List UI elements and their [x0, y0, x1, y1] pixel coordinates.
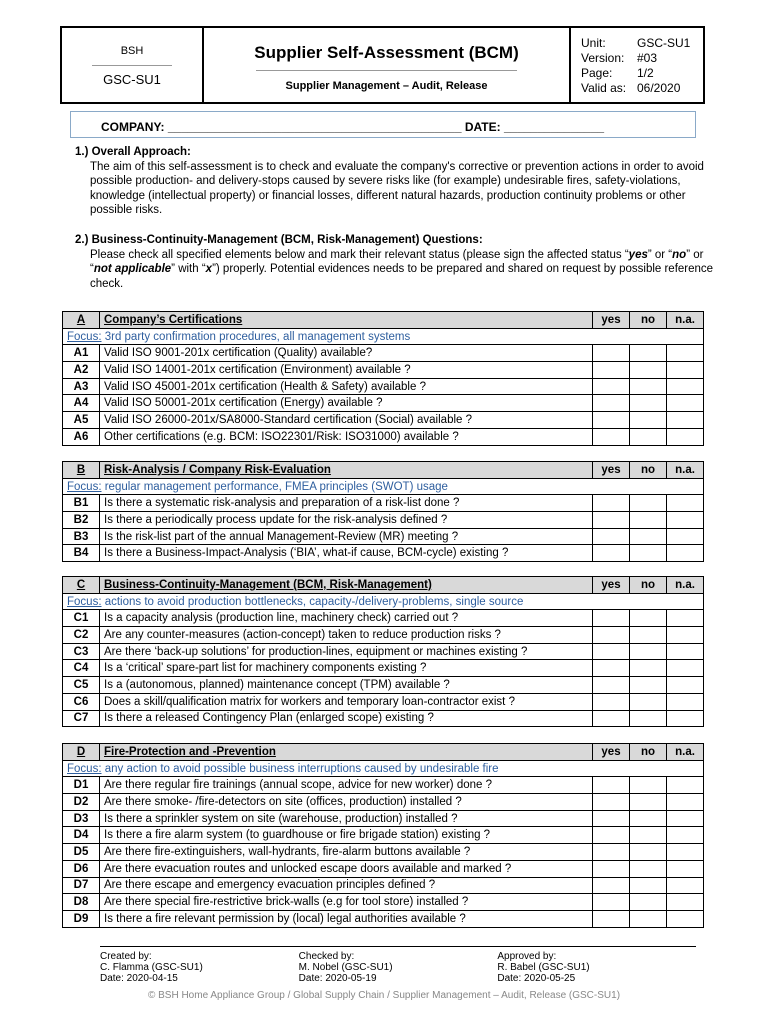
question-id: A6 — [63, 428, 100, 445]
answer-yes-cell[interactable] — [593, 777, 630, 794]
answer-na-cell[interactable] — [667, 378, 704, 395]
answer-na-cell[interactable] — [667, 512, 704, 529]
answer-no-cell[interactable] — [630, 810, 667, 827]
answer-na-cell[interactable] — [667, 910, 704, 927]
answer-na-cell[interactable] — [667, 860, 704, 877]
answer-no-cell[interactable] — [630, 910, 667, 927]
question-text: Is a (autonomous, planned) maintenance concept (TPM) available ? — [100, 677, 593, 694]
question-row — [63, 777, 704, 794]
section-id: C — [63, 577, 100, 594]
answer-na-cell[interactable] — [667, 877, 704, 894]
answer-na-cell[interactable] — [667, 428, 704, 445]
question-id: B2 — [63, 512, 100, 529]
table-header-row — [63, 312, 704, 329]
question-id: C4 — [63, 660, 100, 677]
answer-yes-cell[interactable] — [593, 378, 630, 395]
answer-no-cell[interactable] — [630, 693, 667, 710]
question-row — [63, 495, 704, 512]
question-id: C2 — [63, 627, 100, 644]
answer-yes-cell[interactable] — [593, 827, 630, 844]
footer-approved: Approved by: R. Babel (GSC-SU1) Date: 2020-05-25 — [497, 951, 590, 984]
answer-na-cell[interactable] — [667, 710, 704, 727]
answer-no-cell[interactable] — [630, 660, 667, 677]
answer-no-cell[interactable] — [630, 512, 667, 529]
answer-no-cell[interactable] — [630, 395, 667, 412]
question-row — [63, 428, 704, 445]
question-text: Are there special fire-restrictive brick-walls (e.g for tool store) installed ? — [100, 894, 593, 911]
question-row — [63, 810, 704, 827]
section-title: Fire-Protection and -Prevention — [100, 744, 593, 761]
question-id: D5 — [63, 844, 100, 861]
answer-no-cell[interactable] — [630, 860, 667, 877]
col-na: n.a. — [667, 462, 704, 479]
answer-no-cell[interactable] — [630, 378, 667, 395]
col-yes: yes — [593, 462, 630, 479]
answer-no-cell[interactable] — [630, 545, 667, 562]
question-table-c — [62, 576, 704, 727]
answer-yes-cell[interactable] — [593, 495, 630, 512]
answer-no-cell[interactable] — [630, 877, 667, 894]
col-no: no — [630, 462, 667, 479]
answer-yes-cell[interactable] — [593, 362, 630, 379]
section-title: Company’s Certifications — [100, 312, 593, 329]
question-id: C6 — [63, 693, 100, 710]
answer-no-cell[interactable] — [630, 794, 667, 811]
col-na: n.a. — [667, 577, 704, 594]
answer-no-cell[interactable] — [630, 495, 667, 512]
col-no: no — [630, 744, 667, 761]
question-row — [63, 710, 704, 727]
org-name: BSH — [120, 45, 144, 57]
meta-row: Page: 1/2 — [581, 66, 654, 80]
question-table-a — [62, 311, 704, 446]
col-yes: yes — [593, 312, 630, 329]
header-title-box — [204, 28, 571, 102]
question-row — [63, 910, 704, 927]
question-text: Is the risk-list part of the annual Management-Review (MR) meeting ? — [100, 528, 593, 545]
answer-no-cell[interactable] — [630, 827, 667, 844]
focus-row — [63, 328, 704, 345]
question-id: C5 — [63, 677, 100, 694]
col-yes: yes — [593, 577, 630, 594]
question-text: Is there a sprinkler system on site (warehouse, production) installed ? — [100, 810, 593, 827]
question-row — [63, 345, 704, 362]
question-id: A1 — [63, 345, 100, 362]
answer-na-cell[interactable] — [667, 660, 704, 677]
question-id: C7 — [63, 710, 100, 727]
question-row — [63, 894, 704, 911]
header-org-box — [62, 28, 204, 102]
question-id: A3 — [63, 378, 100, 395]
answer-yes-cell[interactable] — [593, 877, 630, 894]
answer-na-cell[interactable] — [667, 693, 704, 710]
answer-yes-cell[interactable] — [593, 512, 630, 529]
question-text: Are there escape and emergency evacuation principles defined ? — [100, 877, 593, 894]
answer-na-cell[interactable] — [667, 412, 704, 429]
answer-no-cell[interactable] — [630, 528, 667, 545]
answer-yes-cell[interactable] — [593, 677, 630, 694]
focus-text: regular management performance, FMEA principles (SWOT) usage — [104, 480, 448, 493]
meta-row: Valid as: 06/2020 — [581, 81, 681, 95]
question-id: D7 — [63, 877, 100, 894]
question-row — [63, 877, 704, 894]
answer-na-cell[interactable] — [667, 827, 704, 844]
answer-no-cell[interactable] — [630, 710, 667, 727]
col-no: no — [630, 577, 667, 594]
answer-no-cell[interactable] — [630, 677, 667, 694]
question-row — [63, 362, 704, 379]
answer-na-cell[interactable] — [667, 643, 704, 660]
question-text: Valid ISO 26000-201x/SA8000-Standard certification (Social) available ? — [100, 412, 593, 429]
answer-no-cell[interactable] — [630, 345, 667, 362]
question-row — [63, 610, 704, 627]
header-meta-box — [571, 28, 703, 102]
table-header-row — [63, 744, 704, 761]
question-row — [63, 412, 704, 429]
answer-na-cell[interactable] — [667, 395, 704, 412]
company-date-line[interactable]: COMPANY: ____________________________________________ DATE: _______________ — [70, 111, 696, 138]
col-na: n.a. — [667, 312, 704, 329]
section-title: Business-Continuity-Management (BCM, Risk-Management) — [100, 577, 593, 594]
question-text: Is there a released Contingency Plan (enlarged scope) existing ? — [100, 710, 593, 727]
question-text: Is a ‘critical’ spare-part list for machinery components existing ? — [100, 660, 593, 677]
answer-yes-cell[interactable] — [593, 894, 630, 911]
question-text: Are there smoke- /fire-detectors on site (offices, production) installed ? — [100, 794, 593, 811]
question-text: Other certifications (e.g. BCM: ISO22301/Risk: ISO31000) available ? — [100, 428, 593, 445]
answer-no-cell[interactable] — [630, 844, 667, 861]
answer-na-cell[interactable] — [667, 794, 704, 811]
question-id: A4 — [63, 395, 100, 412]
answer-yes-cell[interactable] — [593, 610, 630, 627]
question-text: Are there regular fire trainings (annual scope, advice for new worker) done ? — [100, 777, 593, 794]
section-title: 2.) Business-Continuity-Management (BCM, Risk-Management) Questions: — [75, 234, 483, 246]
approval-footer — [100, 946, 696, 984]
table-header-row — [63, 577, 704, 594]
answer-yes-cell[interactable] — [593, 844, 630, 861]
question-row — [63, 693, 704, 710]
answer-yes-cell[interactable] — [593, 643, 630, 660]
answer-yes-cell[interactable] — [593, 710, 630, 727]
answer-na-cell[interactable] — [667, 677, 704, 694]
question-row — [63, 844, 704, 861]
section-id: D — [63, 744, 100, 761]
answer-na-cell[interactable] — [667, 894, 704, 911]
answer-no-cell[interactable] — [630, 894, 667, 911]
section-overall-approach — [75, 145, 715, 218]
answer-na-cell[interactable] — [667, 810, 704, 827]
col-yes: yes — [593, 744, 630, 761]
question-row — [63, 794, 704, 811]
answer-yes-cell[interactable] — [593, 693, 630, 710]
question-id: D3 — [63, 810, 100, 827]
question-text: Valid ISO 45001-201x certification (Health & Safety) available ? — [100, 378, 593, 395]
question-id: D9 — [63, 910, 100, 927]
footer-created: Created by: C. Flamma (GSC-SU1) Date: 2020-04-15 — [100, 951, 203, 984]
question-id: D6 — [63, 860, 100, 877]
focus-row — [63, 760, 704, 777]
footer-checked: Checked by: M. Nobel (GSC-SU1) Date: 2020-05-19 — [298, 951, 393, 984]
question-text: Valid ISO 9001-201x certification (Quality) available? — [100, 345, 593, 362]
section-id: A — [63, 312, 100, 329]
focus-label: Focus: — [67, 480, 102, 493]
question-text: Valid ISO 14001-201x certification (Environment) available ? — [100, 362, 593, 379]
question-id: D2 — [63, 794, 100, 811]
answer-yes-cell[interactable] — [593, 660, 630, 677]
question-id: D8 — [63, 894, 100, 911]
question-text: Are any counter-measures (action-concept) taken to reduce production risks ? — [100, 627, 593, 644]
answer-yes-cell[interactable] — [593, 428, 630, 445]
question-text: Is there a periodically process update for the risk-analysis defined ? — [100, 512, 593, 529]
question-text: Is there a fire relevant permission by (local) legal authorities available ? — [100, 910, 593, 927]
answer-na-cell[interactable] — [667, 545, 704, 562]
answer-na-cell[interactable] — [667, 610, 704, 627]
focus-label: Focus: — [67, 762, 102, 775]
question-row — [63, 512, 704, 529]
answer-yes-cell[interactable] — [593, 794, 630, 811]
question-id: B1 — [63, 495, 100, 512]
question-id: D4 — [63, 827, 100, 844]
answer-na-cell[interactable] — [667, 495, 704, 512]
answer-yes-cell[interactable] — [593, 627, 630, 644]
question-id: B4 — [63, 545, 100, 562]
answer-na-cell[interactable] — [667, 627, 704, 644]
answer-na-cell[interactable] — [667, 345, 704, 362]
section-body: The aim of this self-assessment is to check and evaluate the company's corrective or prevention actions in order to avoid possible production- and delivery-stops caused by severe risks like (for example) undesirable fires, safety-violations, knowledge (intellectual property) or financial losses, different natural hazards, production continuity problems or other possible risks. — [90, 160, 704, 216]
question-row — [63, 545, 704, 562]
question-row — [63, 395, 704, 412]
section-bcm-questions — [75, 233, 715, 291]
unit-code: GSC-SU1 — [103, 72, 161, 87]
question-row — [63, 627, 704, 644]
col-no: no — [630, 312, 667, 329]
question-text: Does a skill/qualification matrix for workers and temporary loan-contractor exist ? — [100, 693, 593, 710]
focus-label: Focus: — [67, 330, 102, 343]
meta-row: Unit: GSC-SU1 — [581, 36, 691, 50]
focus-label: Focus: — [67, 595, 102, 608]
answer-no-cell[interactable] — [630, 627, 667, 644]
copyright: © BSH Home Appliance Group / Global Supply Chain / Supplier Management – Audit, Release (GSC-SU1) — [147, 990, 621, 1001]
question-text: Are there ‘back-up solutions’ for production-lines, equipment or machines existing ? — [100, 643, 593, 660]
answer-yes-cell[interactable] — [593, 528, 630, 545]
document-title: Supplier Self-Assessment (BCM) — [254, 43, 519, 62]
meta-row: Version: #03 — [581, 51, 658, 65]
question-table-b — [62, 461, 704, 562]
section-id: B — [63, 462, 100, 479]
question-id: B3 — [63, 528, 100, 545]
answer-yes-cell[interactable] — [593, 395, 630, 412]
col-na: n.a. — [667, 744, 704, 761]
focus-row — [63, 478, 704, 495]
question-id: A5 — [63, 412, 100, 429]
table-header-row — [63, 462, 704, 479]
answer-no-cell[interactable] — [630, 428, 667, 445]
question-row — [63, 528, 704, 545]
focus-text: 3rd party confirmation procedures, all management systems — [104, 330, 411, 343]
focus-row — [63, 593, 704, 610]
answer-no-cell[interactable] — [630, 643, 667, 660]
question-id: C3 — [63, 643, 100, 660]
answer-yes-cell[interactable] — [593, 860, 630, 877]
question-id: C1 — [63, 610, 100, 627]
question-text: Is there a Business-Impact-Analysis (‘BIA’, what-if cause, BCM-cycle) existing ? — [100, 545, 593, 562]
question-row — [63, 827, 704, 844]
document-header — [60, 26, 705, 104]
answer-yes-cell[interactable] — [593, 412, 630, 429]
answer-na-cell[interactable] — [667, 777, 704, 794]
question-id: A2 — [63, 362, 100, 379]
question-row — [63, 378, 704, 395]
question-row — [63, 677, 704, 694]
question-row — [63, 860, 704, 877]
focus-text: any action to avoid possible business interruptions caused by undesirable fire — [104, 762, 499, 775]
answer-yes-cell[interactable] — [593, 810, 630, 827]
question-row — [63, 660, 704, 677]
document-subtitle: Supplier Management – Audit, Release — [285, 80, 488, 92]
answer-yes-cell[interactable] — [593, 545, 630, 562]
answer-no-cell[interactable] — [630, 777, 667, 794]
answer-na-cell[interactable] — [667, 844, 704, 861]
question-text: Are there evacuation routes and unlocked escape doors available and marked ? — [100, 860, 593, 877]
question-text: Are there fire-extinguishers, wall-hydrants, fire-alarm buttons available ? — [100, 844, 593, 861]
section-body: Please check all specified elements below and mark their relevant status (please sign the affected status “yes” or “no” or “not applicable” with “x”) properly. Potential evidences needs to be prepared and shared on request by possible reference check. — [90, 248, 714, 290]
section-title: 1.) Overall Approach: — [75, 146, 191, 158]
answer-na-cell[interactable] — [667, 528, 704, 545]
question-id: D1 — [63, 777, 100, 794]
answer-na-cell[interactable] — [667, 362, 704, 379]
question-text: Is there a systematic risk-analysis and preparation of a risk-list done ? — [100, 495, 593, 512]
focus-text: actions to avoid production bottlenecks, capacity-/delivery-problems, single source — [104, 595, 524, 608]
answer-no-cell[interactable] — [630, 362, 667, 379]
answer-no-cell[interactable] — [630, 610, 667, 627]
question-row — [63, 643, 704, 660]
question-text: Is a capacity analysis (production line, machinery check) carried out ? — [100, 610, 593, 627]
question-table-d — [62, 743, 704, 928]
question-text: Valid ISO 50001-201x certification (Energy) available ? — [100, 395, 593, 412]
answer-yes-cell[interactable] — [593, 345, 630, 362]
section-title: Risk-Analysis / Company Risk-Evaluation — [100, 462, 593, 479]
answer-yes-cell[interactable] — [593, 910, 630, 927]
question-text: Is there a fire alarm system (to guardhouse or fire brigade station) existing ? — [100, 827, 593, 844]
answer-no-cell[interactable] — [630, 412, 667, 429]
